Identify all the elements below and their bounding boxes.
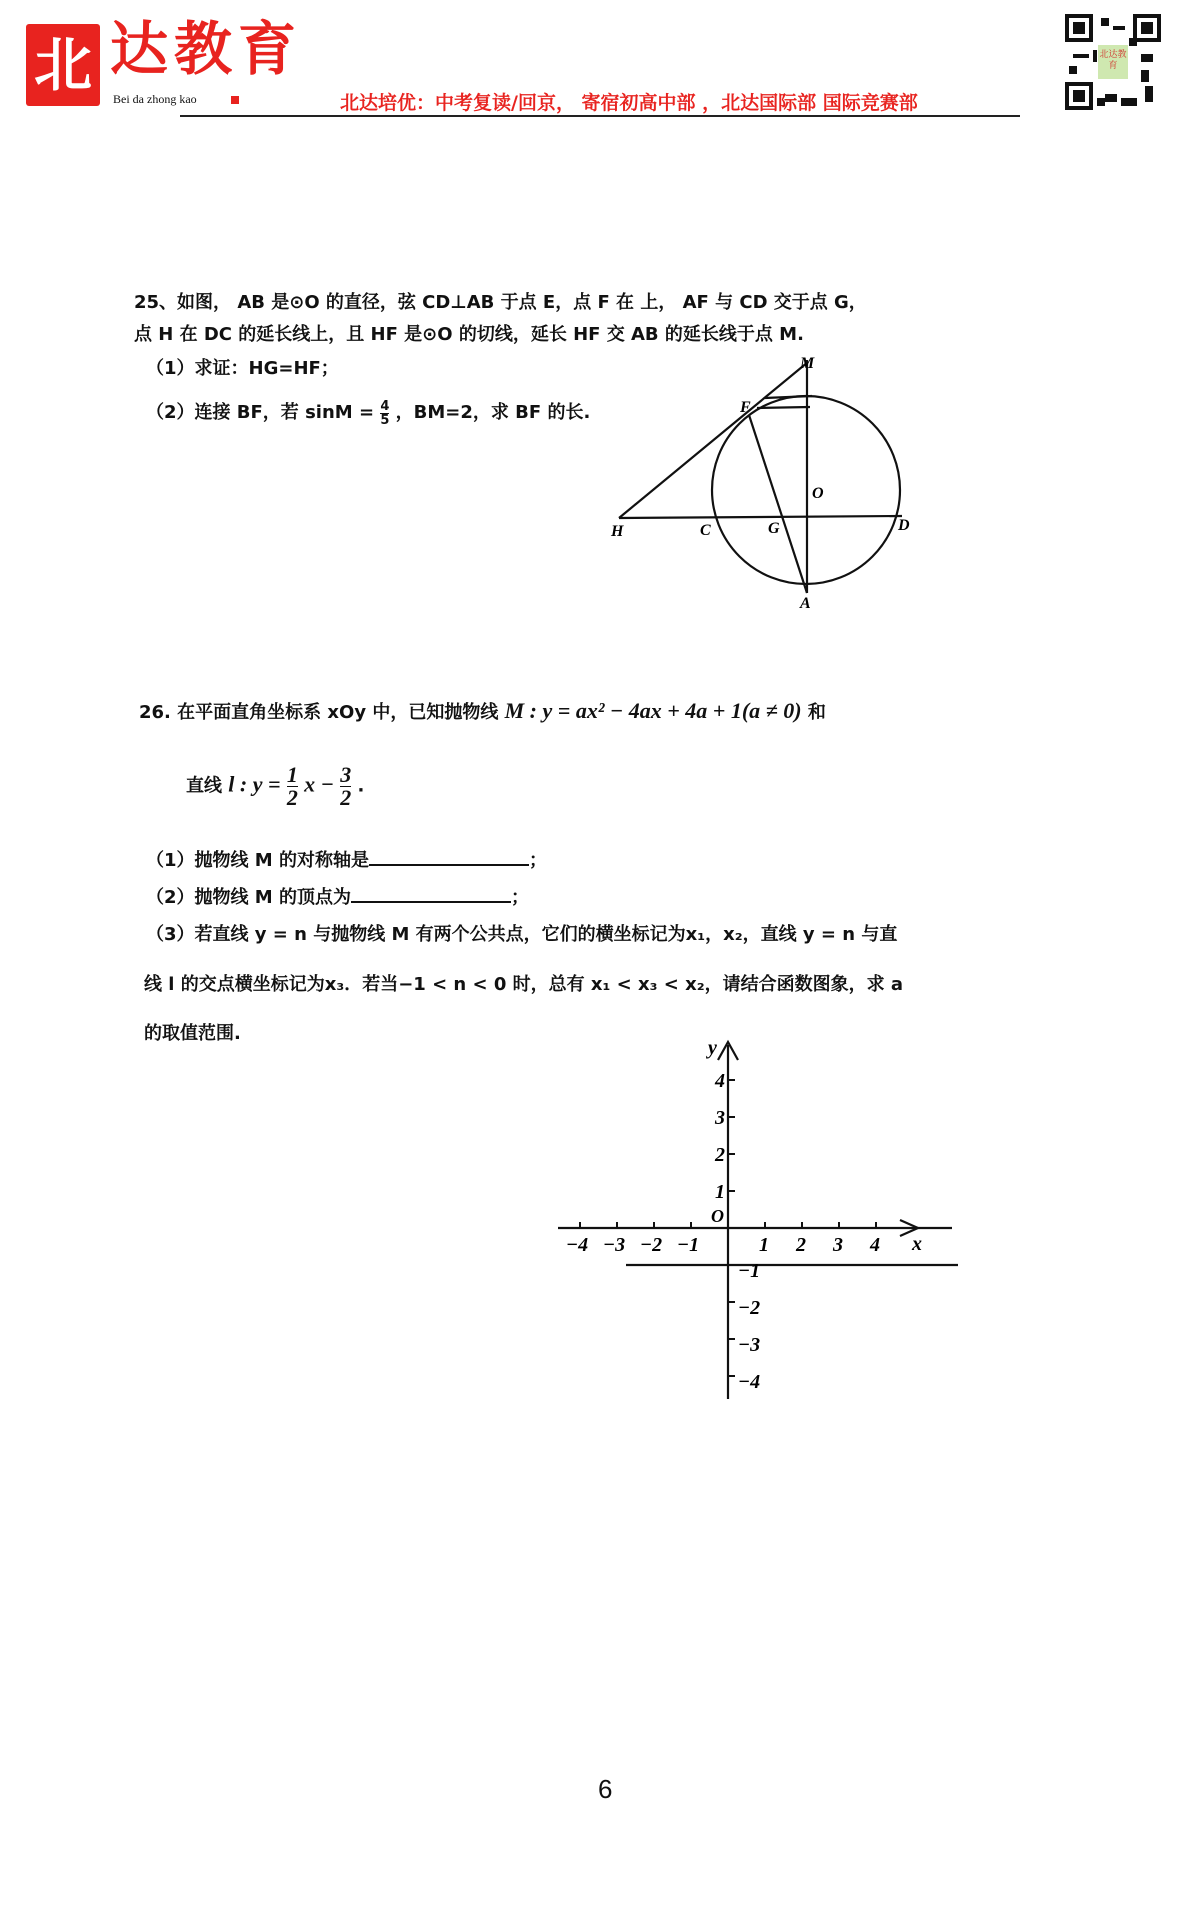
q25-line2: 点 H 在 DC 的延长线上，且 HF 是⊙O 的切线，延长 HF 交 AB 的延长线于点 M. bbox=[134, 324, 804, 345]
punct: ； bbox=[528, 850, 547, 871]
y-tick-label: −1 bbox=[738, 1260, 761, 1282]
label-d: D bbox=[898, 517, 910, 534]
x-tick-label: −2 bbox=[640, 1234, 663, 1256]
y-tick-label: 1 bbox=[715, 1181, 725, 1203]
fraction-numerator: 3 bbox=[340, 762, 352, 787]
x-tick-label: 1 bbox=[759, 1234, 769, 1256]
logo-subtitle: Bei da zhong kao bbox=[113, 92, 197, 106]
q26-and: 和 bbox=[807, 702, 826, 723]
y-axis-label: y bbox=[708, 1037, 717, 1059]
line-label: 直线 bbox=[186, 775, 222, 797]
q26-part3-line3: 的取值范围. bbox=[144, 1023, 241, 1044]
fraction-numerator: 4 bbox=[380, 398, 390, 414]
y-tick-label: −2 bbox=[738, 1297, 761, 1319]
label-h: H bbox=[611, 523, 624, 540]
x-tick-label: 2 bbox=[796, 1234, 806, 1256]
origin-label: O bbox=[711, 1206, 724, 1226]
x-tick-label: 4 bbox=[870, 1234, 880, 1256]
fraction-denominator: 5 bbox=[380, 412, 390, 428]
label-m: M bbox=[800, 355, 815, 372]
q25-part2-text: （2）连接 BF，若 sinM = bbox=[146, 402, 375, 423]
label-g: G bbox=[768, 520, 780, 537]
fraction-numerator: 1 bbox=[286, 762, 298, 787]
label-c: C bbox=[700, 522, 711, 539]
q26-part3-line2: 线 l 的交点横坐标记为x₃．若当−1 < n < 0 时，总有 x₁ < x₃ < x₂，请结合函数图象，求 a bbox=[144, 974, 904, 995]
q25-part2-rest: ，BM=2，求 BF 的长. bbox=[395, 402, 591, 423]
punct: ； bbox=[510, 887, 529, 908]
logo-mark: 北 bbox=[26, 24, 100, 106]
page-number: 6 bbox=[598, 1774, 613, 1804]
label-a: A bbox=[800, 595, 811, 612]
line-eq-mid: x − bbox=[304, 771, 334, 797]
label-f: F bbox=[740, 399, 751, 416]
fraction-denominator: 2 bbox=[340, 785, 352, 810]
x-axis-label: x bbox=[912, 1233, 922, 1255]
y-tick-label: 3 bbox=[715, 1107, 725, 1129]
y-tick-label: −3 bbox=[738, 1334, 761, 1356]
x-tick-label: −3 bbox=[603, 1234, 626, 1256]
q26-part3-line1: （3）若直线 y = n 与抛物线 M 有两个公共点，它们的横坐标记为x₁，x₂，直线 y = n 与直 bbox=[146, 924, 898, 945]
q25-part1: （1）求证：HG=HF； bbox=[146, 358, 339, 379]
qr-center-label: 北达教育 bbox=[1098, 45, 1128, 79]
q25-line1: 25、如图， AB 是⊙O 的直径，弦 CD⊥AB 于点 E，点 F 在 上， AF 与 CD 交于点 G， bbox=[134, 292, 867, 313]
line-eq-end: . bbox=[357, 775, 365, 797]
x-tick-label: −1 bbox=[677, 1234, 700, 1256]
q26-part1-text: （1）抛物线 M 的对称轴是 bbox=[146, 850, 369, 871]
logo-text: 达教育 bbox=[110, 15, 303, 83]
y-tick-label: −4 bbox=[738, 1371, 761, 1393]
parabola-equation: M : y = ax² − 4ax + 4a + 1(a ≠ 0) bbox=[504, 698, 802, 723]
header-slogan: 北达培优：中考复读/回京， 寄宿初高中部 ，北达国际部 国际竞赛部 bbox=[340, 92, 918, 114]
fraction-denominator: 2 bbox=[286, 785, 298, 810]
line-eq-start: l : y = bbox=[228, 771, 281, 797]
y-tick-label: 2 bbox=[715, 1144, 725, 1166]
label-o: O bbox=[812, 485, 824, 502]
q26-intro: 26. 在平面直角坐标系 xOy 中，已知抛物线 bbox=[139, 702, 499, 723]
x-tick-label: −4 bbox=[566, 1234, 589, 1256]
y-tick-label: 4 bbox=[715, 1070, 725, 1092]
q26-part2-text: （2）抛物线 M 的顶点为 bbox=[146, 887, 351, 908]
x-tick-label: 3 bbox=[833, 1234, 843, 1256]
